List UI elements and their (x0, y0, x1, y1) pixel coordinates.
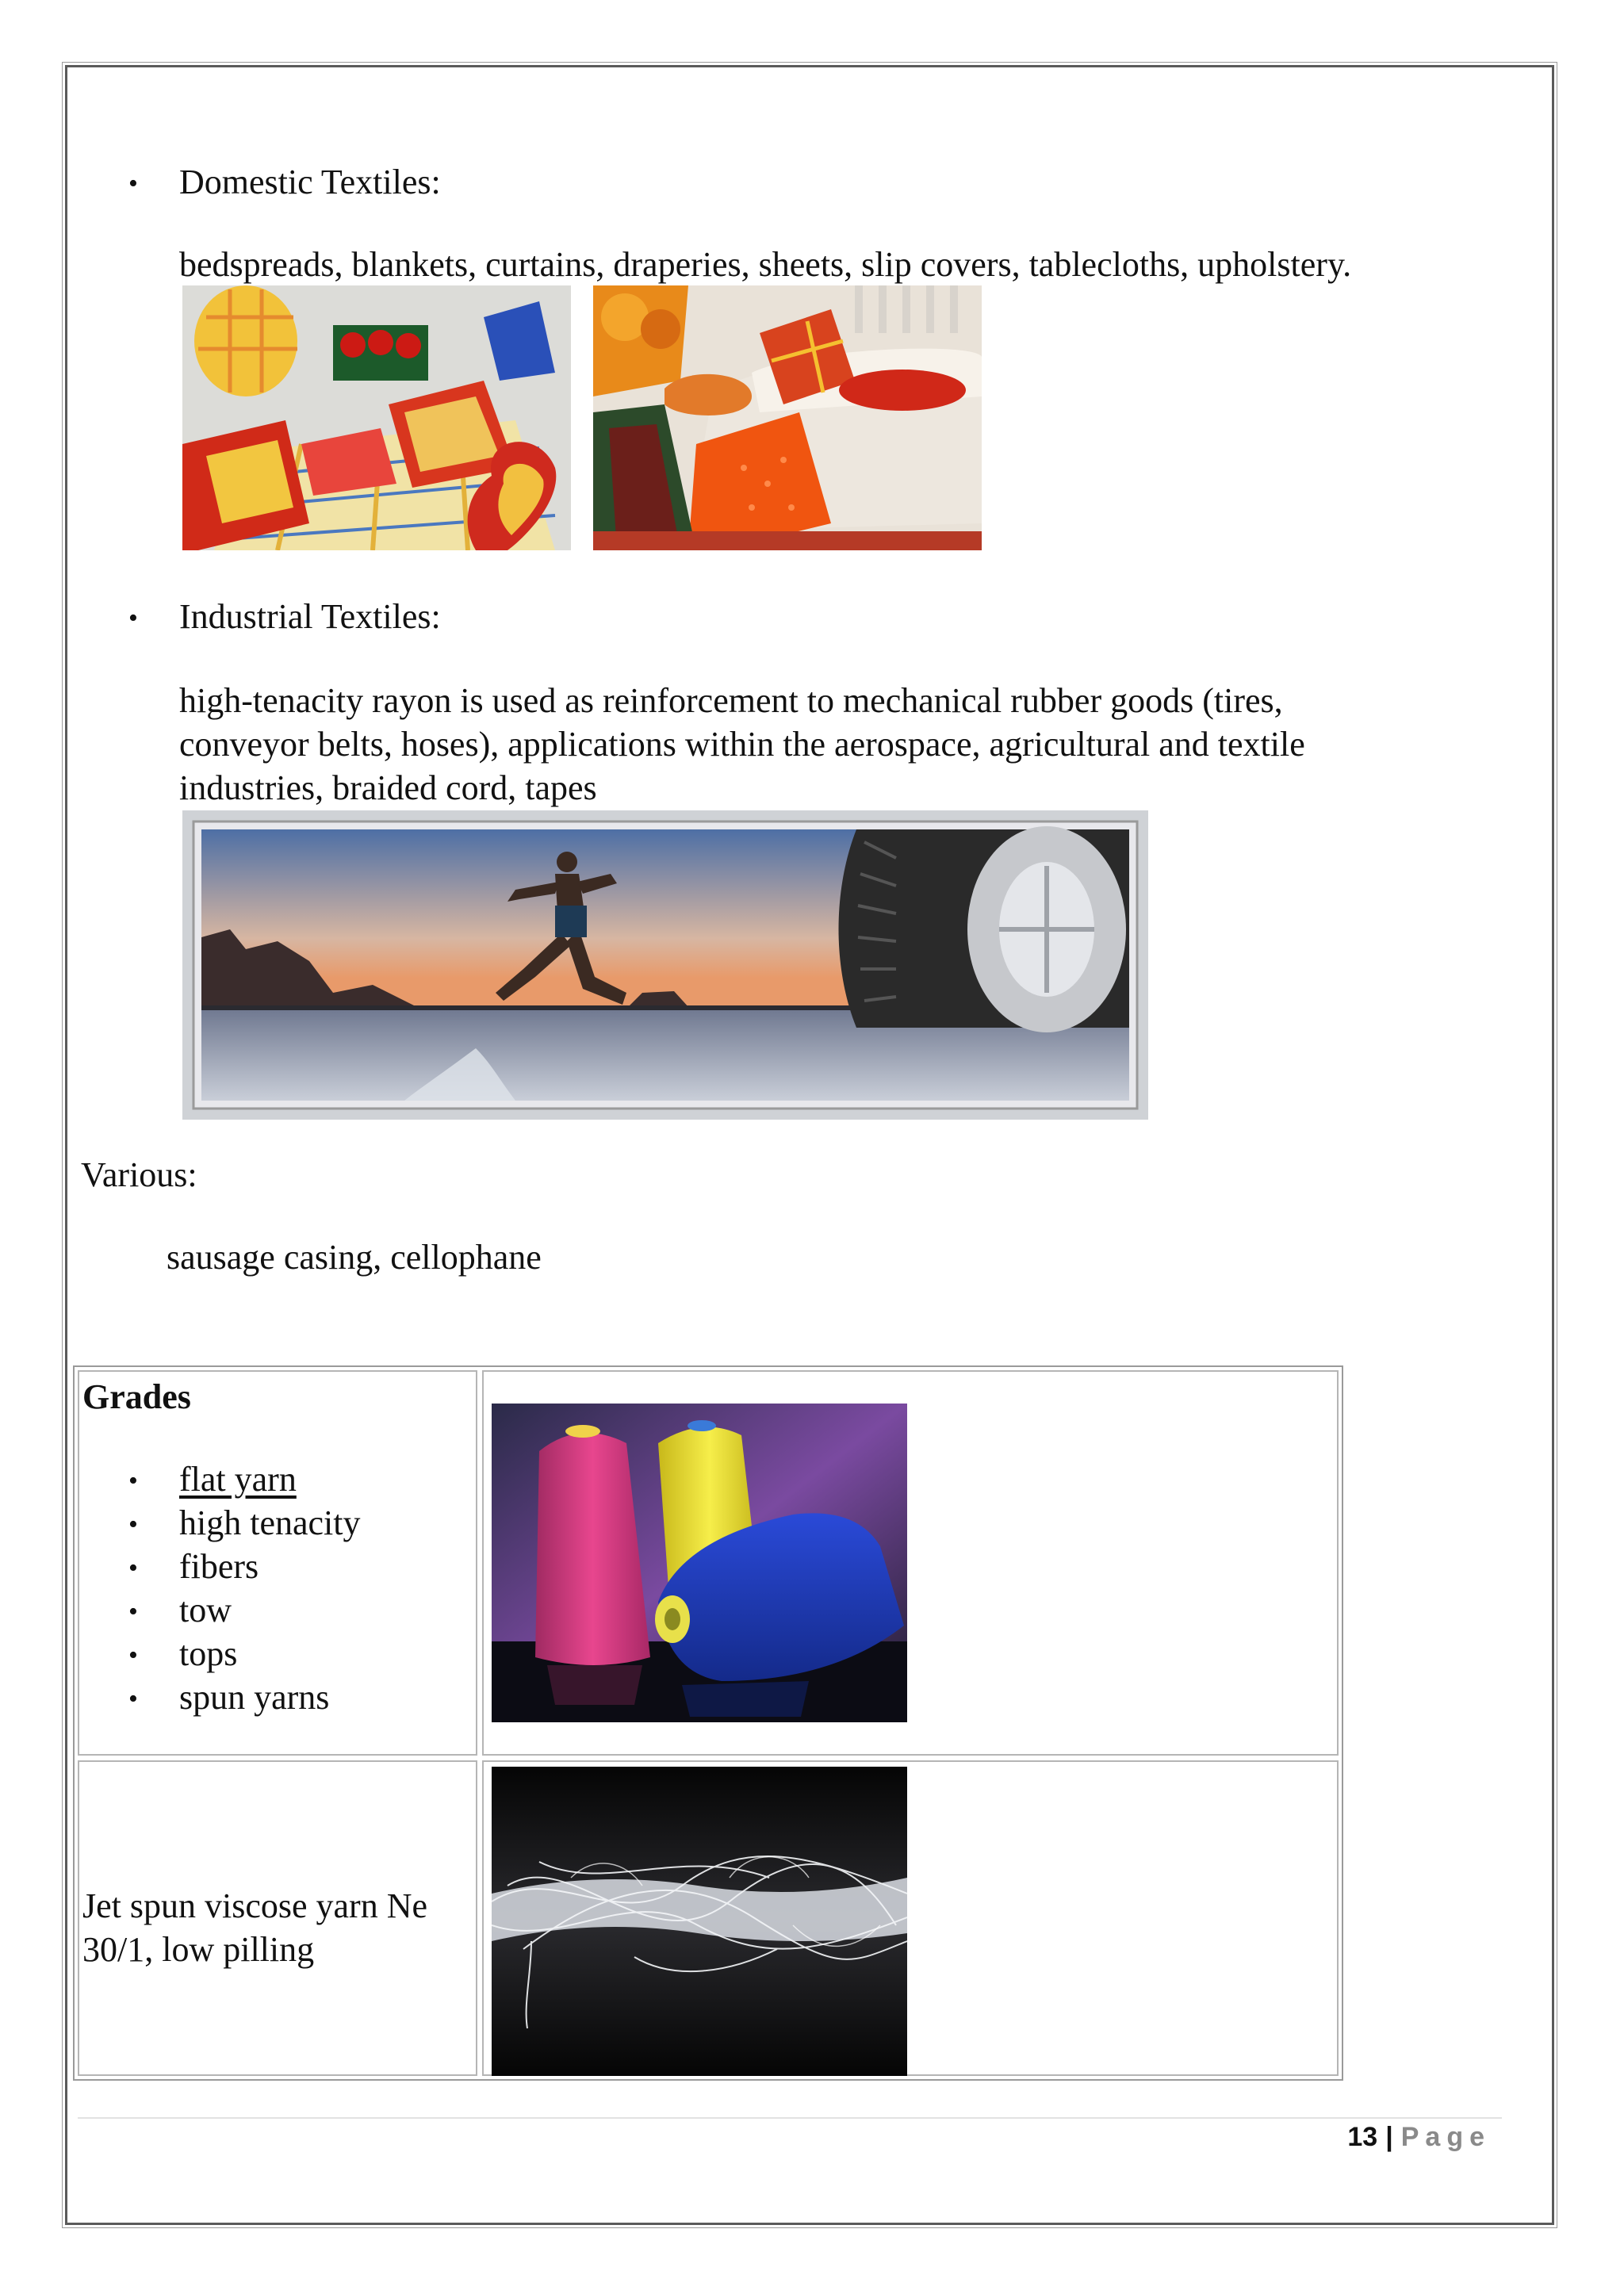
footer-divider (78, 2117, 1502, 2119)
jet-spun-text-line-1: Jet spun viscose yarn Ne (82, 1886, 428, 1925)
grade-item-high-tenacity: high tenacity (179, 1503, 361, 1542)
yarn-cones-image (492, 1404, 907, 1722)
industrial-heading: Industrial Textiles: (179, 597, 441, 636)
bullet-icon: • (128, 1597, 138, 1626)
bullet-icon: • (128, 1553, 138, 1583)
grade-item-fibers: fibers (179, 1547, 259, 1586)
runner-and-tire-image (182, 810, 1148, 1120)
various-heading: Various: (81, 1155, 197, 1194)
various-text: sausage casing, cellophane (167, 1238, 542, 1277)
bullet-icon: • (128, 169, 138, 198)
domestic-heading: Domestic Textiles: (179, 163, 441, 201)
grade-item-tops: tops (179, 1634, 238, 1673)
domestic-text: bedspreads, blankets, curtains, draperies, sheets, slip covers, tablecloths, upholstery. (179, 245, 1352, 284)
grades-title: Grades (82, 1377, 191, 1416)
industrial-text-line-1: high-tenacity rayon is used as reinforcement to mechanical rubber goods (tires, (179, 681, 1283, 720)
page-footer (1347, 2117, 1491, 2157)
page-label: Page (1400, 2122, 1491, 2152)
bullet-icon: • (128, 1510, 138, 1539)
kitchen-textiles-image (182, 285, 571, 550)
grade-item-tow: tow (179, 1591, 232, 1630)
page-separator: | (1385, 2122, 1393, 2152)
fiber-strand-image (492, 1767, 907, 2076)
grade-item-spun-yarns: spun yarns (179, 1678, 330, 1717)
industrial-text-line-3: industries, braided cord, tapes (179, 768, 597, 807)
bullet-icon: • (128, 603, 138, 633)
bullet-icon: • (128, 1684, 138, 1714)
living-room-cushions-image (593, 285, 982, 550)
jet-spun-text-line-2: 30/1, low pilling (82, 1930, 315, 1969)
page-number: 13 (1347, 2122, 1378, 2152)
grade-item-flat-yarn-link[interactable]: flat yarn (179, 1460, 297, 1499)
bullet-icon: • (128, 1466, 138, 1496)
bullet-icon: • (128, 1641, 138, 1670)
industrial-text-line-2: conveyor belts, hoses), applications within the aerospace, agricultural and textile (179, 725, 1305, 764)
